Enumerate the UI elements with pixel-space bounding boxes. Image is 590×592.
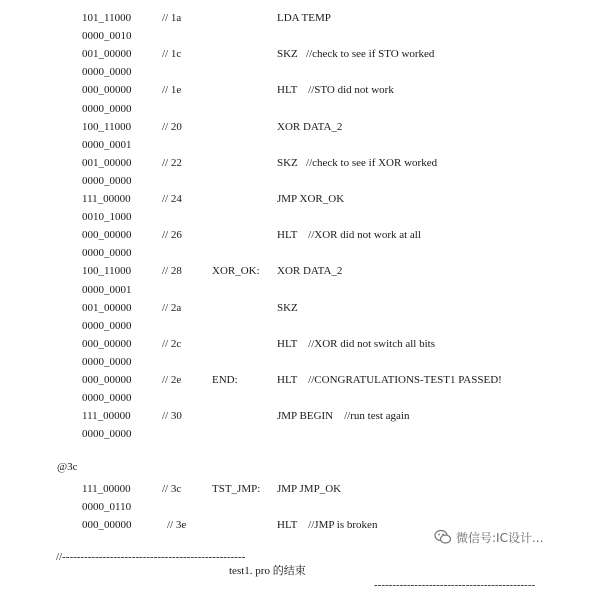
row-address-comment: // 24 xyxy=(162,193,182,205)
row-binary: 001_00000 xyxy=(82,302,132,314)
row-address-comment: // 1e xyxy=(162,84,182,96)
row-label: XOR_OK: xyxy=(212,265,260,277)
row-label: TST_JMP: xyxy=(212,483,261,495)
row-instruction: XOR DATA_2 xyxy=(277,265,343,277)
row-address-comment: // 30 xyxy=(162,410,182,422)
row-binary: 0000_0000 xyxy=(82,320,132,332)
row-binary: 0000_0000 xyxy=(82,356,132,368)
row-instruction: HLT //STO did not work xyxy=(277,84,394,96)
row-binary: 101_11000 xyxy=(82,12,132,24)
row-address-comment: // 1a xyxy=(162,12,182,24)
row-instruction: LDA TEMP xyxy=(277,12,331,24)
row-binary: 000_00000 xyxy=(82,229,132,241)
row-label: END: xyxy=(212,374,238,386)
footer-title: test1. pro 的结束 xyxy=(229,565,306,577)
row-binary: 100_11000 xyxy=(82,121,132,133)
row-binary: 0000_0000 xyxy=(82,392,132,404)
row-binary: 0000_0000 xyxy=(82,66,132,78)
row-instruction: HLT //XOR did not work at all xyxy=(277,229,421,241)
row-address-comment: // 3c xyxy=(162,483,182,495)
row-address-comment: // 22 xyxy=(162,157,182,169)
row-binary: 000_00000 xyxy=(82,338,132,350)
row-address-comment: // 26 xyxy=(162,229,182,241)
row-binary: 100_11000 xyxy=(82,265,132,277)
watermark-text: 微信号:IC设计... xyxy=(456,530,544,545)
footer-dashes-left: //-------------------------------------------------- xyxy=(56,551,246,563)
row-instruction: SKZ //check to see if XOR worked xyxy=(277,157,438,169)
row-address-comment: // 28 xyxy=(162,265,182,277)
row-address-comment: // 2a xyxy=(162,302,182,314)
row-binary: 0000_0000 xyxy=(82,247,132,259)
origin-directive: @3c xyxy=(57,461,78,473)
row-binary: 0000_0110 xyxy=(82,501,132,513)
row-instruction: HLT //CONGRATULATIONS-TEST1 PASSED! xyxy=(277,374,502,386)
row-instruction: JMP XOR_OK xyxy=(277,193,345,205)
footer-dashes-right: -------------------------------------------- xyxy=(374,579,536,591)
row-address-comment: // 3e xyxy=(167,519,187,531)
row-instruction: JMP BEGIN //run test again xyxy=(277,410,410,422)
row-binary: 0000_0000 xyxy=(82,175,132,187)
row-binary: 111_00000 xyxy=(82,483,131,495)
row-address-comment: // 20 xyxy=(162,121,182,133)
watermark xyxy=(434,526,584,548)
row-binary: 001_00000 xyxy=(82,48,132,60)
row-instruction: XOR DATA_2 xyxy=(277,121,343,133)
row-binary: 0010_1000 xyxy=(82,211,132,223)
row-instruction: HLT //XOR did not switch all bits xyxy=(277,338,435,350)
row-instruction: SKZ xyxy=(277,302,298,314)
row-binary: 000_00000 xyxy=(82,519,132,531)
row-binary: 000_00000 xyxy=(82,84,132,96)
row-address-comment: // 2c xyxy=(162,338,182,350)
row-address-comment: // 1c xyxy=(162,48,182,60)
row-instruction: JMP JMP_OK xyxy=(277,483,342,495)
row-binary: 0000_0010 xyxy=(82,30,132,42)
row-address-comment: // 2e xyxy=(162,374,182,386)
row-binary: 0000_0001 xyxy=(82,284,132,296)
row-binary: 0000_0001 xyxy=(82,139,132,151)
wechat-icon xyxy=(434,529,452,545)
row-binary: 111_00000 xyxy=(82,193,131,205)
row-binary: 111_00000 xyxy=(82,410,131,422)
row-binary: 000_00000 xyxy=(82,374,132,386)
row-instruction: SKZ //check to see if STO worked xyxy=(277,48,435,60)
row-instruction: HLT //JMP is broken xyxy=(277,519,378,531)
row-binary: 001_00000 xyxy=(82,157,132,169)
row-binary: 0000_0000 xyxy=(82,103,132,115)
row-binary: 0000_0000 xyxy=(82,428,132,440)
